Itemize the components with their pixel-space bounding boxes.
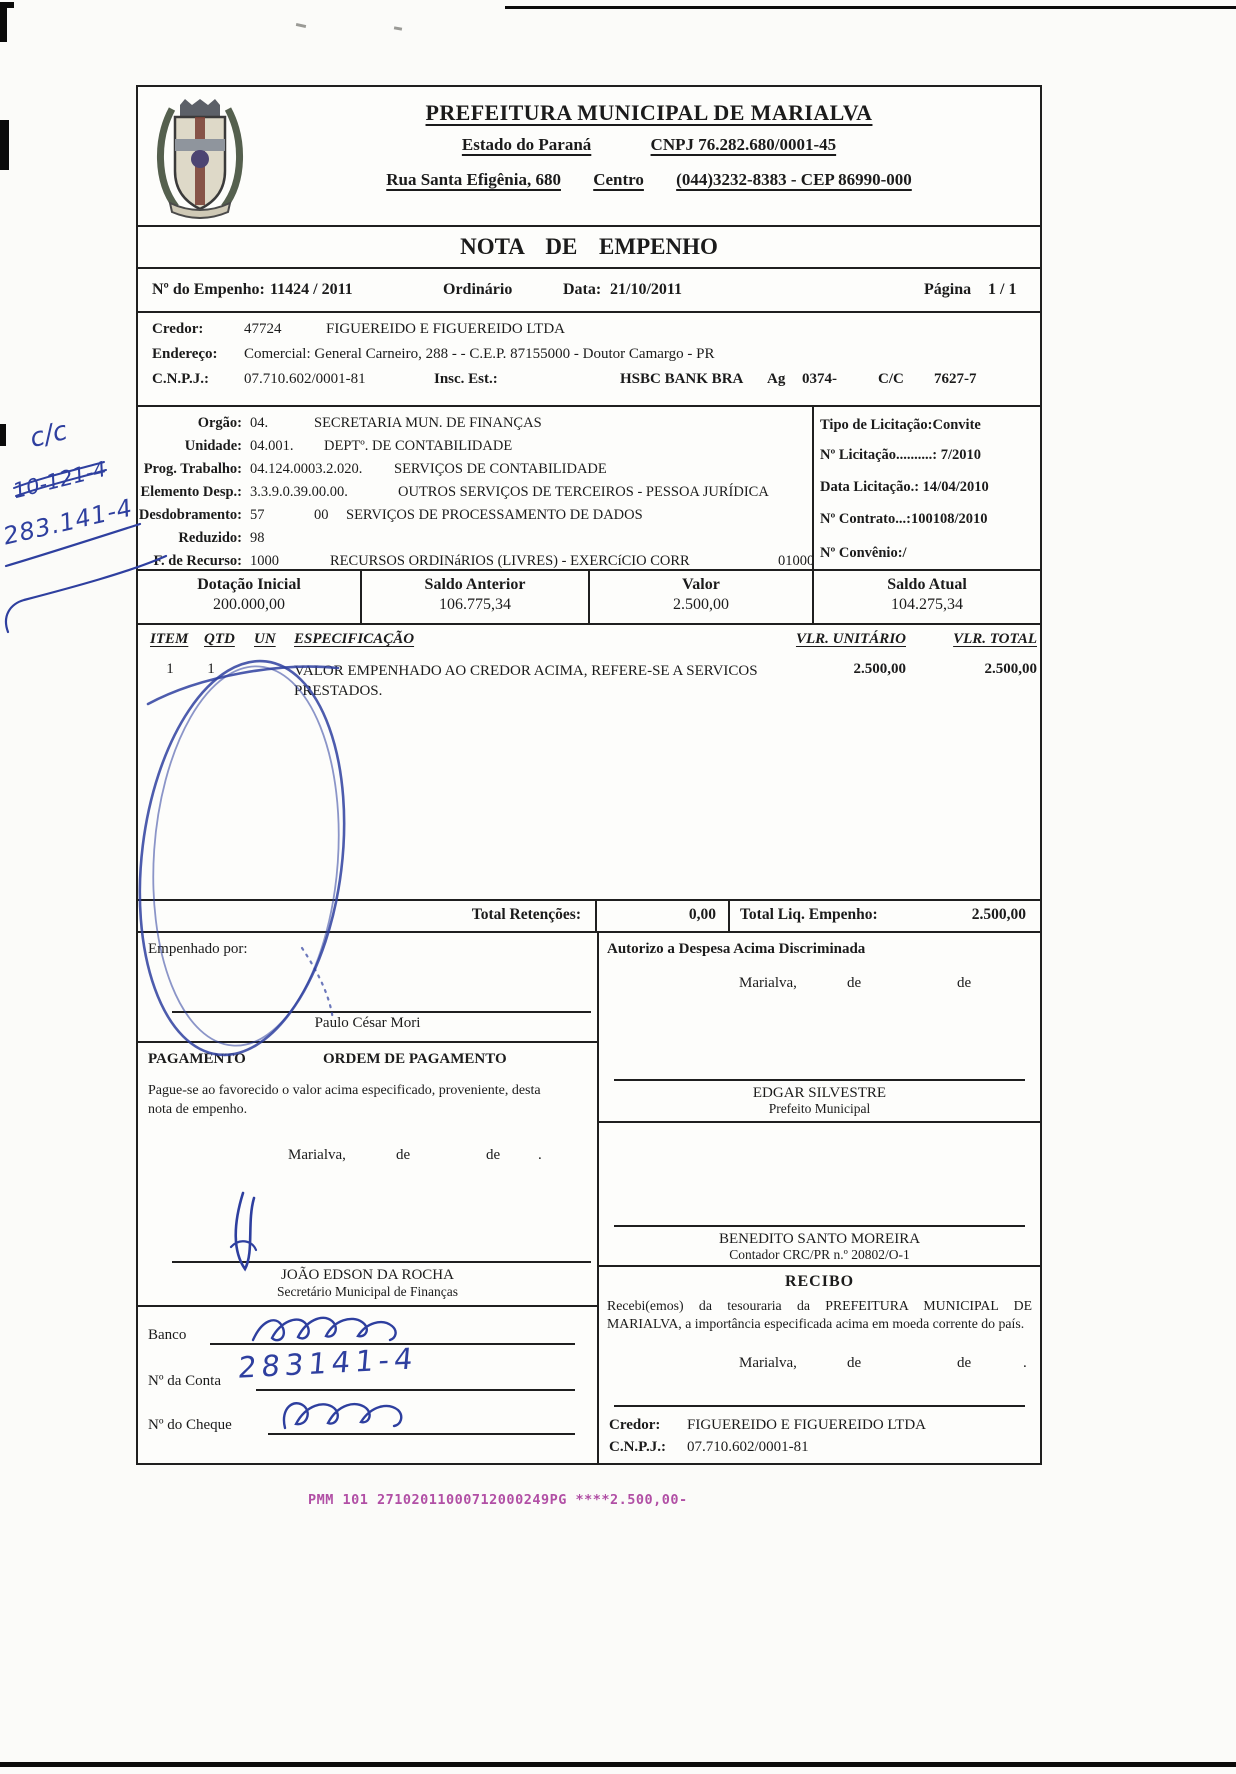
col-header-un: UN (254, 631, 276, 647)
account-value: 7627-7 (934, 371, 977, 387)
retentions-value: 0,00 (597, 901, 730, 931)
page-number-label: Página (924, 281, 972, 298)
signatures-left-column (138, 933, 599, 1463)
field-code: 98 (250, 530, 265, 546)
empenho-number-value: 11424 / 2011 (270, 281, 353, 298)
field-desc: SERVIÇOS DE CONTABILIDADE (394, 461, 607, 477)
account-number-label: Nº da Conta (148, 1373, 221, 1389)
date-de: de (957, 975, 972, 991)
ordem-pagamento-title: ORDEM DE PAGAMENTO (323, 1051, 507, 1067)
empenho-number-label: Nº do Empenho: (152, 281, 265, 298)
item-qty: 1 (207, 661, 215, 677)
handwritten-margin-account-number: 283.141-4 (0, 493, 136, 551)
field-code2: 00 (314, 507, 329, 523)
account-label: C/C (878, 371, 904, 387)
secretary-name: JOÃO EDSON DA ROCHA (281, 1267, 454, 1283)
authorization-title: Autorizo a Despesa Acima Discriminada (607, 941, 866, 957)
date-de: de (486, 1147, 501, 1163)
city-line: Marialva, (739, 975, 797, 991)
receipt-creditor-label: Credor: (609, 1417, 661, 1433)
account-fill-line (256, 1389, 575, 1391)
signature-line (614, 1225, 1025, 1227)
state-registration-label: Insc. Est.: (434, 371, 498, 387)
header-district: Centro (593, 170, 644, 189)
field-label: Unidade: (184, 438, 242, 454)
address-value: Comercial: General Carneiro, 288 - - C.E.P. 87155000 - Doutor Camargo - PR (244, 346, 715, 362)
receipt-cnpj-value: 07.710.602/0001-81 (687, 1439, 809, 1455)
period-mark: . (538, 1147, 542, 1163)
header-state: Estado do Paraná (461, 135, 592, 154)
contract-number: Nº Contrato...:100108/2010 (820, 511, 988, 527)
city-line: Marialva, (739, 1355, 797, 1371)
municipal-crest-logo (150, 95, 250, 219)
dot-matrix-print-line: PMM 101 27102011000712000249PG ****2.500,00- (308, 1492, 688, 1508)
col-header-item: ITEM (150, 631, 189, 647)
receipt-box (599, 1267, 1040, 1463)
date-de: de (396, 1147, 411, 1163)
city-line: Marialva, (288, 1147, 346, 1163)
balance-value: 200.000,00 (213, 596, 285, 613)
field-desc: OUTROS SERVIÇOS DE TERCEIROS - PESSOA JURÍDICA (398, 484, 769, 500)
page-number-value: 1 / 1 (988, 281, 1017, 298)
accountant-name: BENEDITO SANTO MOREIRA (718, 1231, 921, 1247)
date-de: de (847, 975, 862, 991)
mayor-title: Prefeito Municipal (768, 1101, 871, 1116)
header-cnpj: CNPJ 76.282.680/0001-45 (650, 135, 837, 154)
authorization-box (599, 933, 1040, 1123)
field-label: Reduzido: (178, 530, 242, 546)
balance-label: Saldo Anterior (424, 576, 526, 593)
item-number: 1 (166, 661, 174, 677)
agency-value: 0374- (802, 371, 837, 387)
bank-details-box (138, 1307, 597, 1463)
header-phone-cep: (044)3232-8383 - CEP 86990-000 (676, 170, 912, 189)
liquid-total-label: Total Liq. Empenho: (740, 906, 878, 923)
scan-artifact-bottom-bar (0, 1762, 1236, 1767)
balance-label: Saldo Atual (887, 576, 967, 593)
signature-line (614, 1405, 1025, 1407)
scan-artifact-left-mark-3 (0, 424, 6, 446)
receipt-cnpj-label: C.N.P.J.: (609, 1439, 666, 1455)
liquid-total-value: 2.500,00 (971, 906, 1026, 923)
bank-name: HSBC BANK BRA (620, 371, 744, 387)
licitacao-type: Tipo de Licitação:Convite (820, 417, 981, 433)
mayor-name: EDGAR SILVESTRE (752, 1085, 887, 1101)
scan-artifact-left-mark-2 (0, 120, 9, 170)
liquid-total-cell (730, 901, 1040, 931)
creditor-name: FIGUEREIDO E FIGUEREIDO LTDA (326, 321, 566, 337)
empenho-date-label: Data: (563, 281, 602, 298)
items-table (138, 625, 1040, 901)
empenhado-por-label: Empenhado por: (148, 941, 248, 957)
creditor-block (138, 313, 1040, 407)
budget-classification-block (138, 407, 1040, 571)
licitacao-date: Data Licitação.: 14/04/2010 (820, 479, 989, 495)
field-code: 04.001. (250, 438, 294, 454)
col-header-qtd: QTD (204, 631, 235, 647)
creditor-cnpj-row (138, 371, 1040, 393)
creditor-label: Credor: (152, 321, 204, 337)
cnpj-label: C.N.P.J.: (152, 371, 209, 387)
empenhado-signer-name: Paulo César Mori (314, 1015, 421, 1031)
balance-value: 104.275,34 (891, 596, 963, 613)
nota-de-empenho-document (136, 85, 1042, 1465)
field-code: 3.3.9.0.39.00.00. (250, 484, 348, 500)
header-text (258, 87, 1040, 190)
balance-cell-saldo-atual (814, 571, 1040, 623)
handwritten-margin-cc-note: c/c (26, 415, 71, 455)
bank-label: Banco (148, 1327, 187, 1343)
signature-line (172, 1011, 591, 1013)
receipt-title: RECIBO (784, 1273, 855, 1290)
field-desc: RECURSOS ORDINáRIOS (LIVRES) - EXERCíCIO CORR (330, 553, 690, 569)
date-de: de (847, 1355, 862, 1371)
creditor-address-row (138, 346, 1040, 368)
empenho-number-row (138, 269, 1040, 313)
creditor-row (138, 321, 1040, 343)
balance-cell-valor (590, 571, 814, 623)
accountant-box (599, 1123, 1040, 1267)
retentions-label: Total Retenções: (138, 901, 597, 931)
signature-line (614, 1079, 1025, 1081)
signatures-area (138, 933, 1040, 1463)
secretary-title: Secretário Municipal de Finanças (276, 1284, 459, 1299)
totals-row (138, 901, 1040, 933)
balance-value: 2.500,00 (673, 596, 729, 613)
balance-label: Dotação Inicial (197, 576, 301, 593)
agency-label: Ag (767, 371, 786, 387)
field-label: Prog. Trabalho: (143, 461, 242, 477)
signatures-right-column (599, 933, 1040, 1463)
field-code: 04.124.0003.2.020. (250, 461, 363, 477)
address-label: Endereço: (152, 346, 218, 362)
balances-table (138, 571, 1040, 625)
empenho-type: Ordinário (443, 281, 513, 298)
document-header (138, 87, 1040, 227)
field-extra-code: 01000 (778, 553, 815, 569)
balance-cell-dotacao-inicial (138, 571, 362, 623)
date-de: de (957, 1355, 972, 1371)
field-label: Orgão: (197, 415, 242, 431)
pagamento-title: PAGAMENTO (148, 1051, 246, 1067)
payment-order-box (138, 1043, 597, 1307)
field-code: 04. (250, 415, 269, 431)
field-label: Desdobramento: (138, 507, 242, 523)
accountant-title: Contador CRC/PR n.º 20802/O-1 (729, 1247, 910, 1262)
item-total-value: 2.500,00 (984, 661, 1037, 677)
balance-cell-saldo-anterior (362, 571, 590, 623)
field-code: 57 (250, 507, 265, 523)
scan-speck (296, 23, 306, 28)
field-desc: DEPTº. DE CONTABILIDADE (324, 438, 513, 454)
page-title: PREFEITURA MUNICIPAL DE MARIALVA (425, 100, 873, 125)
balance-value: 106.775,34 (439, 596, 511, 613)
empenhado-por-box (138, 933, 597, 1043)
cheque-fill-line (268, 1433, 575, 1435)
cnpj-value: 07.710.602/0001-81 (244, 371, 366, 387)
document-type-title: NOTA DE EMPENHO (138, 227, 1040, 269)
col-header-vlr-total: VLR. TOTAL (953, 631, 1037, 647)
handwritten-margin-crossed-note: 10-121-4 (10, 456, 109, 504)
receipt-creditor-name: FIGUEREIDO E FIGUEREIDO LTDA (687, 1417, 927, 1433)
convenio-number: Nº Convênio:/ (820, 545, 907, 561)
licitacao-number: Nº Licitação..........: 7/2010 (820, 447, 982, 463)
field-desc: SECRETARIA MUN. DE FINANÇAS (314, 415, 542, 431)
handwritten-account-number: 283141-4 (236, 1341, 419, 1385)
cheque-number-label: Nº do Cheque (148, 1417, 232, 1433)
field-label: F. de Recurso: (153, 553, 242, 569)
scan-artifact-top-bar (505, 6, 1236, 9)
field-desc: SERVIÇOS DE PROCESSAMENTO DE DADOS (346, 507, 643, 523)
licitacao-box-divider (812, 407, 814, 569)
item-unit-value: 2.500,00 (853, 661, 906, 677)
scan-speck (394, 26, 402, 30)
receipt-text: Recebi(emos) da tesouraria da PREFEITURA MUNICIPAL DE MARIALVA, a importância especificada acima em moeda corrente do país. (607, 1298, 1032, 1331)
col-header-vlr-unitario: VLR. UNITÁRIO (795, 631, 906, 647)
col-header-especificacao: ESPECIFICAÇÃO (294, 631, 415, 647)
field-code: 1000 (250, 553, 279, 569)
field-label: Elemento Desp.: (140, 484, 242, 500)
period-mark: . (1023, 1355, 1027, 1371)
item-description: VALOR EMPENHADO AO CREDOR ACIMA, REFERE-SE A SERVICOS PRESTADOS. (294, 663, 758, 699)
payment-instruction-text: Pague-se ao favorecido o valor acima especificado, proveniente, desta nota de empenho. (148, 1083, 541, 1117)
signature-line (172, 1261, 591, 1263)
empenho-date-value: 21/10/2011 (610, 281, 683, 298)
creditor-code: 47724 (244, 321, 282, 337)
scan-artifact-left-mark-1 (0, 8, 7, 42)
header-street: Rua Santa Efigênia, 680 (386, 170, 561, 189)
balance-label: Valor (682, 576, 720, 593)
